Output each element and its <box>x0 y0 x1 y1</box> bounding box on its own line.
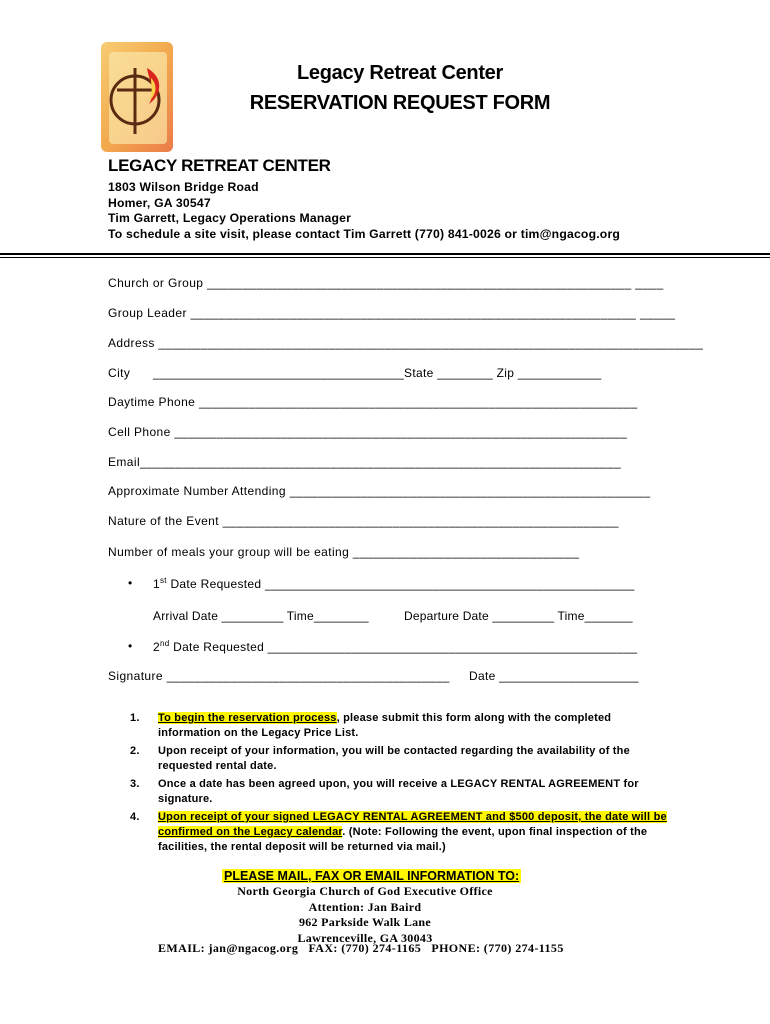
attending-field[interactable]: Approximate Number Attending ___________________________________________________ <box>108 484 651 498</box>
date-label: Date Requested _____________________________________________________ <box>169 640 638 654</box>
step-number: 2. <box>130 745 140 757</box>
city-label: City <box>108 366 131 380</box>
date-ordinal-suffix: nd <box>159 639 170 648</box>
org-address <box>108 180 620 242</box>
event-nature-field[interactable]: Nature of the Event ________________________________________________________ <box>108 514 619 528</box>
instruction-item <box>130 711 670 741</box>
address-line: To schedule a site visit, please contact Tim Garrett (770) 841-0026 or tim@ngacog.org <box>108 226 621 241</box>
step-text: Upon receipt of your information, you will be contacted regarding the availability of the requested rental date. <box>158 745 630 772</box>
departure-field[interactable]: Departure Date _________ Time_______ <box>404 609 633 623</box>
step-text: . (Note: Following the event, upon final inspection of the facilities, the rental deposit will be returned via mail.) <box>158 826 648 853</box>
first-date-field[interactable] <box>153 576 635 591</box>
city-state-zip-field[interactable]: ____________________________________State ________ Zip ____________ <box>153 366 602 380</box>
highlight-text: Upon receipt of your signed LEGACY RENTAL AGREEMENT and $500 deposit, the date will be confirmed on the Legacy calendar <box>158 811 667 838</box>
date-ordinal: 2 <box>153 640 160 654</box>
cell-phone-field[interactable]: Cell Phone ________________________________________________________________ <box>108 425 628 439</box>
church-group-field[interactable]: Church or Group ____________________________________________________________ ____ <box>108 276 664 290</box>
org-name: LEGACY RETREAT CENTER <box>108 156 331 175</box>
highlight-text: To begin the reservation process <box>158 712 337 724</box>
contact-phone: PHONE: (770) 274-1155 <box>431 941 564 955</box>
step-number: 1. <box>130 712 140 724</box>
arrival-field[interactable]: Arrival Date _________ Time________ <box>153 609 369 623</box>
step-text: Once a date has been agreed upon, you will receive a LEGACY RENTAL AGREEMENT for signature. <box>158 778 639 805</box>
title-line-2: RESERVATION REQUEST FORM <box>249 92 551 114</box>
office-line: Lawrenceville, GA 30043 <box>297 930 433 945</box>
meals-field[interactable]: Number of meals your group will be eating ________________________________ <box>108 545 580 559</box>
instruction-item <box>130 777 670 807</box>
office-line: 962 Parkside Walk Lane <box>298 915 432 929</box>
date-ordinal: 1 <box>153 577 160 591</box>
signature-field[interactable]: Signature ________________________________________ <box>108 669 450 683</box>
instruction-item <box>130 810 670 855</box>
address-line: Tim Garrett, Legacy Operations Manager <box>108 211 352 225</box>
step-text: , please submit this form along with the completed information on the Legacy Price List. <box>158 712 612 739</box>
instruction-item <box>130 744 670 774</box>
step-number: 4. <box>130 811 140 823</box>
office-line: Attention: Jan Baird <box>308 899 422 914</box>
address-line: 1803 Wilson Bridge Road <box>108 180 259 194</box>
divider <box>0 257 770 258</box>
date-label: Date Requested _____________________________________________________ <box>166 577 635 591</box>
date-ordinal-suffix: st <box>159 576 167 585</box>
form-title <box>200 58 600 118</box>
legacy-logo <box>95 38 180 158</box>
divider <box>0 253 770 255</box>
office-address <box>200 884 530 946</box>
step-number: 3. <box>130 778 140 790</box>
group-leader-field[interactable]: Group Leader _______________________________________________________________ _____ <box>108 306 676 320</box>
mail-heading: PLEASE MAIL, FAX OR EMAIL INFORMATION TO: <box>224 869 520 883</box>
daytime-phone-field[interactable]: Daytime Phone ______________________________________________________________ <box>108 395 638 409</box>
contact-line <box>158 941 564 956</box>
second-date-field[interactable] <box>153 639 637 654</box>
contact-email: EMAIL: jan@ngacog.org <box>158 941 299 955</box>
email-field[interactable]: Email____________________________________________________________________ <box>108 455 622 469</box>
instructions-list <box>130 711 670 858</box>
office-line: North Georgia Church of God Executive Office <box>237 884 493 898</box>
bullet: • <box>128 576 133 590</box>
title-line-1: Legacy Retreat Center <box>296 62 503 84</box>
address-line: Homer, GA 30547 <box>108 195 211 210</box>
address-field[interactable]: Address _____________________________________________________________________________ <box>108 336 704 350</box>
contact-fax: FAX: (770) 274-1165 <box>308 941 422 955</box>
date-field[interactable]: Date ____________________ <box>469 669 639 683</box>
bullet: • <box>128 639 133 653</box>
